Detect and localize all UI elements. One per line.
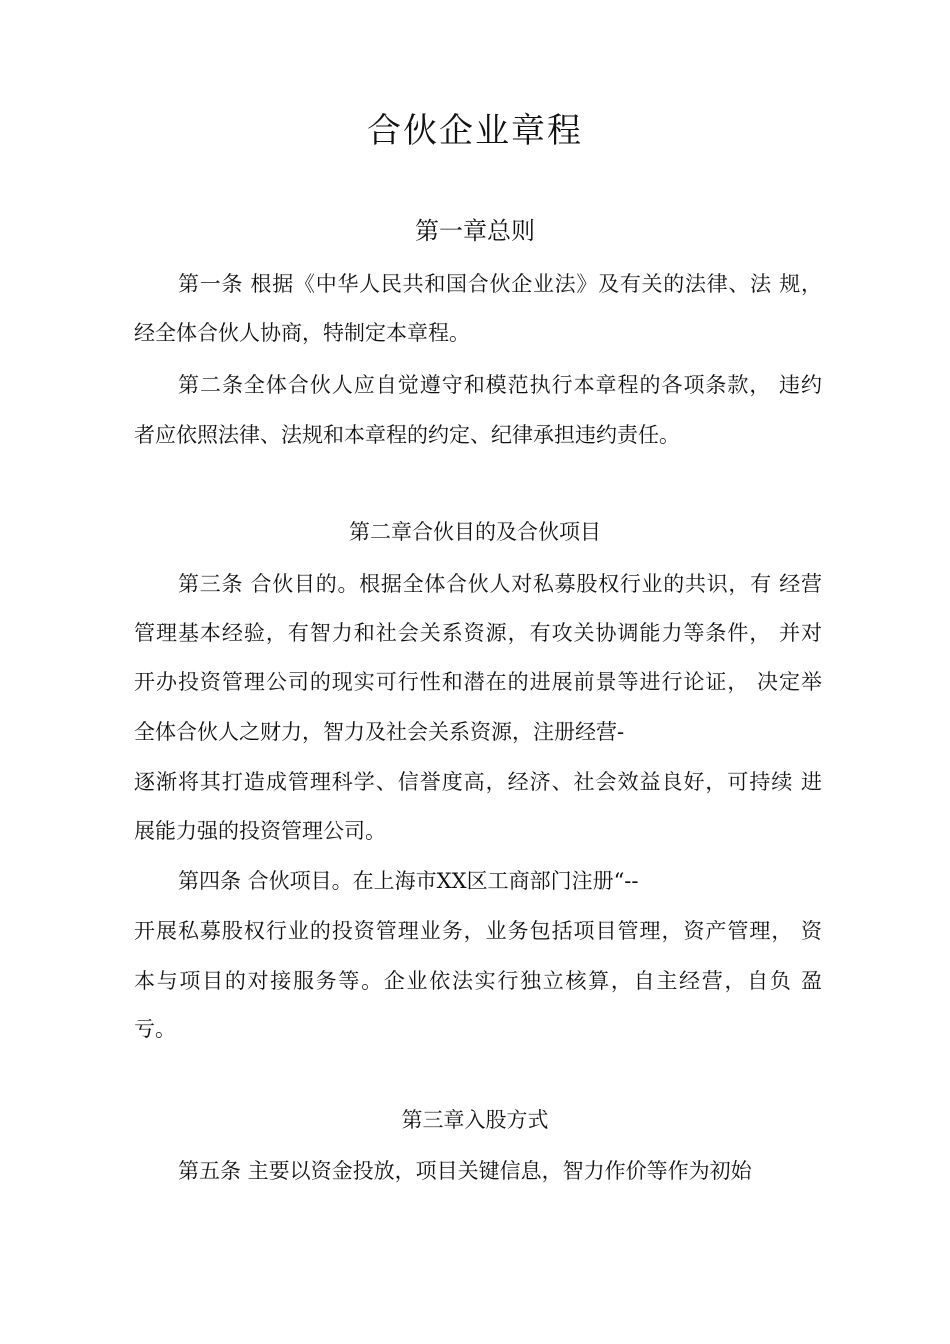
paragraph-line: 者应依照法律、法规和本章程的约定、纪律承担违约责任。 [134,423,680,447]
paragraph-line: 第二条全体合伙人应自觉遵守和模范执行本章程的各项条款， 违约 [178,373,822,397]
chapter-1-heading: 第一章总则 [415,217,535,245]
paragraph-line: 第一条 根据《中华人民共和国合伙企业法》及有关的法律、法 规， [178,272,822,296]
paragraph-line: 第五条 主要以资金投放，项目关键信息，智力作价等作为初始 [178,1159,752,1183]
paragraph-line: 第三条 合伙目的。根据全体合伙人对私募股权行业的共识，有 经营 [178,572,822,596]
document-title: 合伙企业章程 [367,111,583,151]
chapter-2-heading: 第二章合伙目的及合伙项目 [349,520,601,544]
paragraph-line: 经全体合伙人协商，特制定本章程。 [134,321,470,345]
paragraph-line: 亏。 [134,1017,176,1041]
paragraph-line: 第四条 合伙项目。在上海市XX区工商部门注册“-- [178,869,639,893]
paragraph-line: 逐渐将其打造成管理科学、信誉度高，经济、社会效益良好，可持续 进 [134,770,822,794]
paragraph-line: 开办投资管理公司的现实可行性和潜在的进展前景等进行论证， 决定举 [134,670,822,694]
paragraph-line: 管理基本经验，有智力和社会关系资源，有攻关协调能力等条件， 并对 [134,621,822,645]
paragraph-line: 展能力强的投资管理公司。 [134,819,386,843]
paragraph-line: 开展私募股权行业的投资管理业务，业务包括项目管理，资产管理， 资 [134,919,822,943]
paragraph-line: 本与项目的对接服务等。企业依法实行独立核算，自主经营，自负 盈 [134,969,822,993]
chapter-3-heading: 第三章入股方式 [401,1108,549,1132]
paragraph-line: 全体合伙人之财力，智力及社会关系资源，注册经营- [134,720,625,744]
